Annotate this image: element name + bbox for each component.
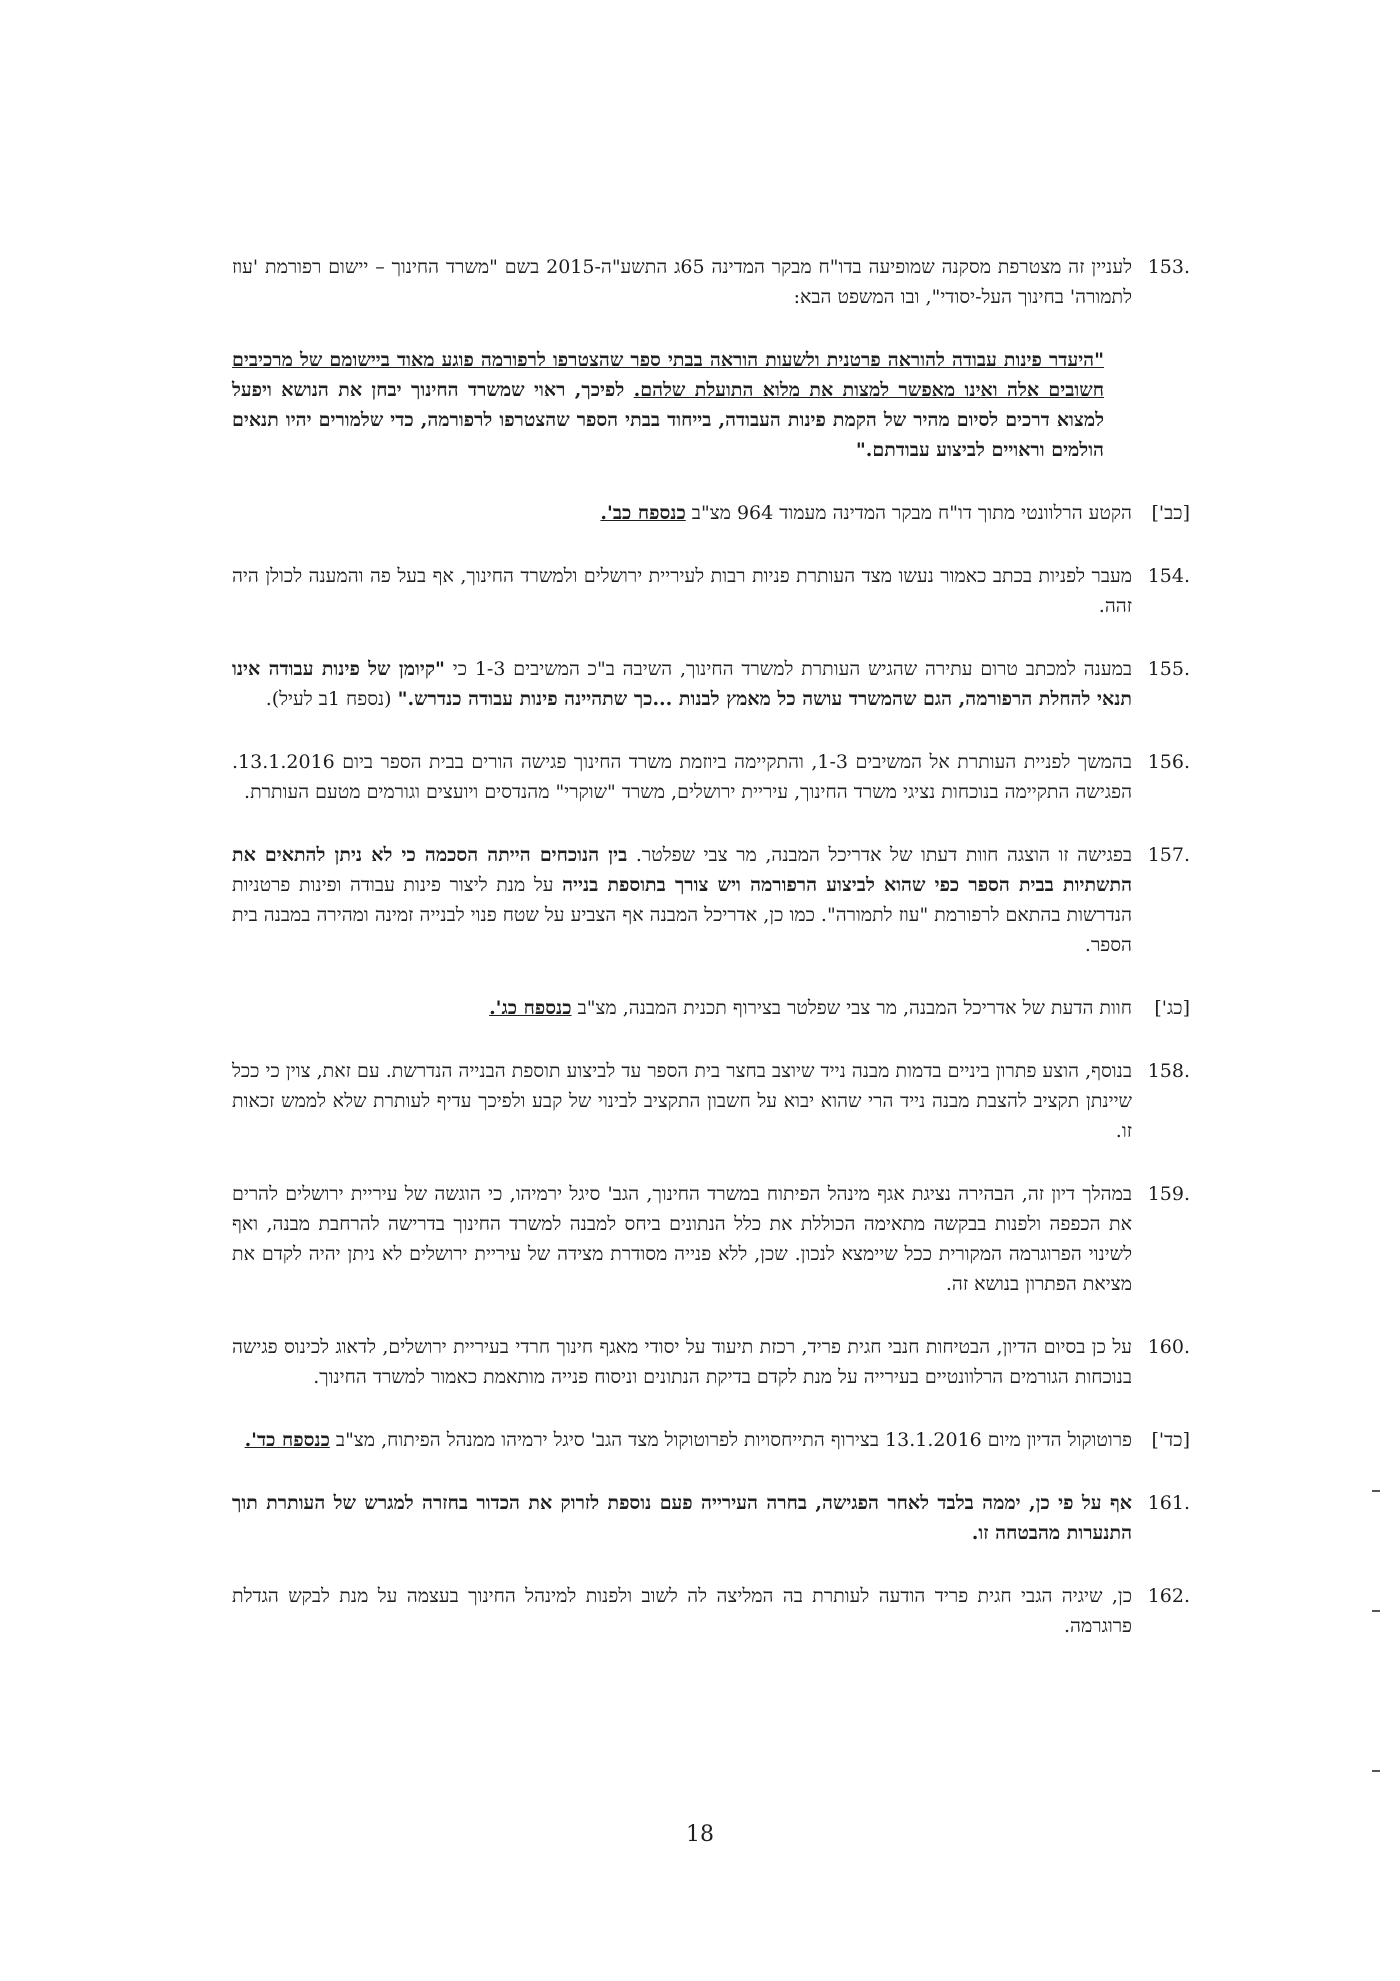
attachment-kag xyxy=(232,993,1190,1023)
attachment-tag: [כד'] xyxy=(1151,1429,1190,1451)
paragraph-number: .160 xyxy=(1147,1336,1190,1358)
attachment-tag: [כג'] xyxy=(1154,997,1190,1019)
attachment-text xyxy=(232,993,1132,1023)
paragraph-text: לעניין זה מצטרפת מסקנה שמופיעה בדו"ח מבקר המדינה 65ג התשע"ה-2015 בשם "משרד החינוך – יישום רפורמת 'עוז לתמורה' בחינוך העל-יסודי", ובו המשפט הבא: xyxy=(232,256,1132,308)
attachment-text xyxy=(232,1425,1132,1455)
attachment-ref: כנספח כב'. xyxy=(600,502,686,524)
quote-underlined: "היעדר פינות עבודה להוראה פרטנית ולשעות הוראה בבתי ספר שהצטרפו לרפורמה פוגע מאוד ביישומם של מרכיבים חשובים אלה ואינו מאפשר למצות את מלוא התועלת שלהם. xyxy=(232,349,1105,401)
paragraph-154 xyxy=(232,561,1190,621)
attachment-tag: [כב'] xyxy=(1151,502,1190,524)
paragraph-text: בנוסף, הוצע פתרון ביניים בדמות מבנה נייד שיוצב בחצר בית הספר עד לביצוע תוספת הבנייה הנדרשת. עם זאת, צוין כי ככל שיינתן תקציב להצבת מבנה נייד הרי שהוא יבוא על חשבון התקציב לבינוי של קבע ולפיכך עדיף לעותרת שלא לממש זכאות זו. xyxy=(232,1060,1132,1142)
text-tail: על מנת ליצור פינות עבודה ופינות פרטניות הנדרשות בהתאם לרפורמת "עוז לתמורה". כמו כן, אדריכל המבנה אף הצביע על שטח פנוי לבנייה זמינה ומהירה במבנה בית הספר. xyxy=(232,874,1132,956)
bold-text: בין הנוכחים הייתה הסכמה כי לא ניתן להתאים את התשתיות בבית הספר כפי שהוא לביצוע הרפורמה ויש צורך בתוספת בנייה xyxy=(232,844,1132,896)
paragraph-text: במהלך דיון זה, הבהירה נציגת אגף מינהל הפיתוח במשרד החינוך, הגב' סיגל ירמיהו, כי הוגשה של עיריית ירושלים להרים את הכפפה ולפנות בבקשה מתאימה הכוללת את כלל הנתונים ביחס למבנה למשרד החינוך בדרישה להרחבת מבנה, ואף לשינוי הפרוגרמה המקורית ככל שיימצא לנכון. שכן, ללא פנייה מסודרת מצידה של עיריית ירושלים לא ניתן יהיה לקדם את מציאת הפתרון בנושא זה. xyxy=(232,1183,1132,1295)
document-body xyxy=(232,252,1190,1674)
paragraph-161 xyxy=(232,1488,1190,1548)
attachment-text xyxy=(232,498,1132,528)
text-part: במענה למכתב טרום עתירה שהגיש העותרת למשרד החינוך, השיבה ב"כ המשיבים 1-3 כי xyxy=(444,658,1132,680)
scan-mark xyxy=(1372,1770,1380,1772)
text-tail: (נספח 1ב לעיל). xyxy=(265,688,398,710)
attachment-ref: כנספח כג'. xyxy=(489,997,572,1019)
paragraph-text xyxy=(232,840,1132,960)
attachment-kad xyxy=(232,1425,1190,1455)
page-number: 18 xyxy=(686,1822,714,1847)
paragraph-text: על כן בסיום הדיון, הבטיחות חנבי חגית פריד, רכזת תיעוד על יסודי מאגף חינוך חרדי בעיריית ירושלים, לדאוג לכינוס פגישה בנוכחות הגורמים הרלוונטיים בעירייה על מנת לקדם בדיקת הנתונים וניסוח פנייה מותאמת כאמור למשרד החינוך. xyxy=(232,1336,1132,1388)
paragraph-number: .159 xyxy=(1147,1183,1190,1205)
paragraph-162 xyxy=(232,1581,1190,1641)
paragraph-number: .155 xyxy=(1147,658,1190,680)
bold-quote: "קיומן של פינות עבודה אינו תנאי להחלת הרפורמה, הגם שהמשרד עושה כל מאמץ לבנות ...כך שתהיינה פינות עבודה כנדרש." xyxy=(232,658,1132,710)
paragraph-number: .153 xyxy=(1147,256,1190,278)
paragraph-157 xyxy=(232,840,1190,960)
paragraph-158 xyxy=(232,1056,1190,1146)
paragraph-text: כן, שיגיה הגבי חגית פריד הודעה לעותרת בה המליצה לה לשוב ולפנות למינהל החינוך בעצמה על מנת לבקש הגדלת פרוגרמה. xyxy=(232,1585,1132,1637)
attachment-desc: חוות הדעת של אדריכל המבנה, מר צבי שפלטר בצירוף תכנית המבנה, מצ"ב xyxy=(571,997,1132,1019)
paragraph-160 xyxy=(232,1332,1190,1392)
paragraph-159 xyxy=(232,1179,1190,1299)
paragraph-number: .157 xyxy=(1147,844,1190,866)
quote-rest: לפיכך, ראוי שמשרד החינוך יבחן את הנושא ויפעל למצוא דרכים לסיום מהיר של הקמת פינות העבודה, בייחוד בבתי הספר שהצטרפו לרפורמה, כדי שלמורים יהיו תנאים הולמים וראויים לביצוע עבודתם." xyxy=(232,379,1104,461)
paragraph-text: אף על פי כן, יממה בלבד לאחר הפגישה, בחרה העירייה פעם נוספת לזרוק את הכדור בחזרה למגרש של העותרת תוך התנערות מהבטחה זו. xyxy=(232,1492,1132,1544)
paragraph-text xyxy=(232,654,1132,714)
paragraph-number: .154 xyxy=(1147,565,1190,587)
attachment-kab xyxy=(232,498,1190,528)
attachment-desc: פרוטוקול הדיון מיום 13.1.2016 בצירוף התייחסויות לפרוטוקול מצד הגב' סיגל ירמיהו ממנהל הפיתוח, מצ"ב xyxy=(329,1429,1132,1451)
paragraph-number: .158 xyxy=(1147,1060,1190,1082)
attachment-ref: כנספח כד'. xyxy=(244,1429,330,1451)
scan-mark xyxy=(1372,1490,1380,1492)
paragraph-number: .161 xyxy=(1147,1492,1190,1514)
block-quote xyxy=(232,345,1104,465)
paragraph-text: בהמשך לפניית העותרת אל המשיבים 1-3, והתקיימה ביוזמת משרד החינוך פגישה הורים בבית הספר ביום 13.1.2016. הפגישה התקיימה בנוכחות נציגי משרד החינוך, עיריית ירושלים, משרד "שוקרי" מהנדסים ויועצים וגורמים מטעם העותרת. xyxy=(232,751,1132,803)
scan-mark xyxy=(1372,1610,1380,1612)
paragraph-156 xyxy=(232,747,1190,807)
paragraph-155 xyxy=(232,654,1190,714)
paragraph-153 xyxy=(232,252,1190,312)
paragraph-text: מעבר לפניות בכתב כאמור נעשו מצד העותרת פניות רבות לעיריית ירושלים ולמשרד החינוך, אף בעל פה והמענה לכולן היה זהה. xyxy=(232,565,1132,617)
paragraph-number: .156 xyxy=(1147,751,1190,773)
text-part: בפגישה זו הוצגה חוות דעתו של אדריכל המבנה, מר צבי שפלטר. xyxy=(627,844,1132,866)
attachment-desc: הקטע הרלוונטי מתוך דו"ח מבקר המדינה מעמוד 964 מצ"ב xyxy=(685,502,1132,524)
paragraph-number: .162 xyxy=(1147,1585,1190,1607)
